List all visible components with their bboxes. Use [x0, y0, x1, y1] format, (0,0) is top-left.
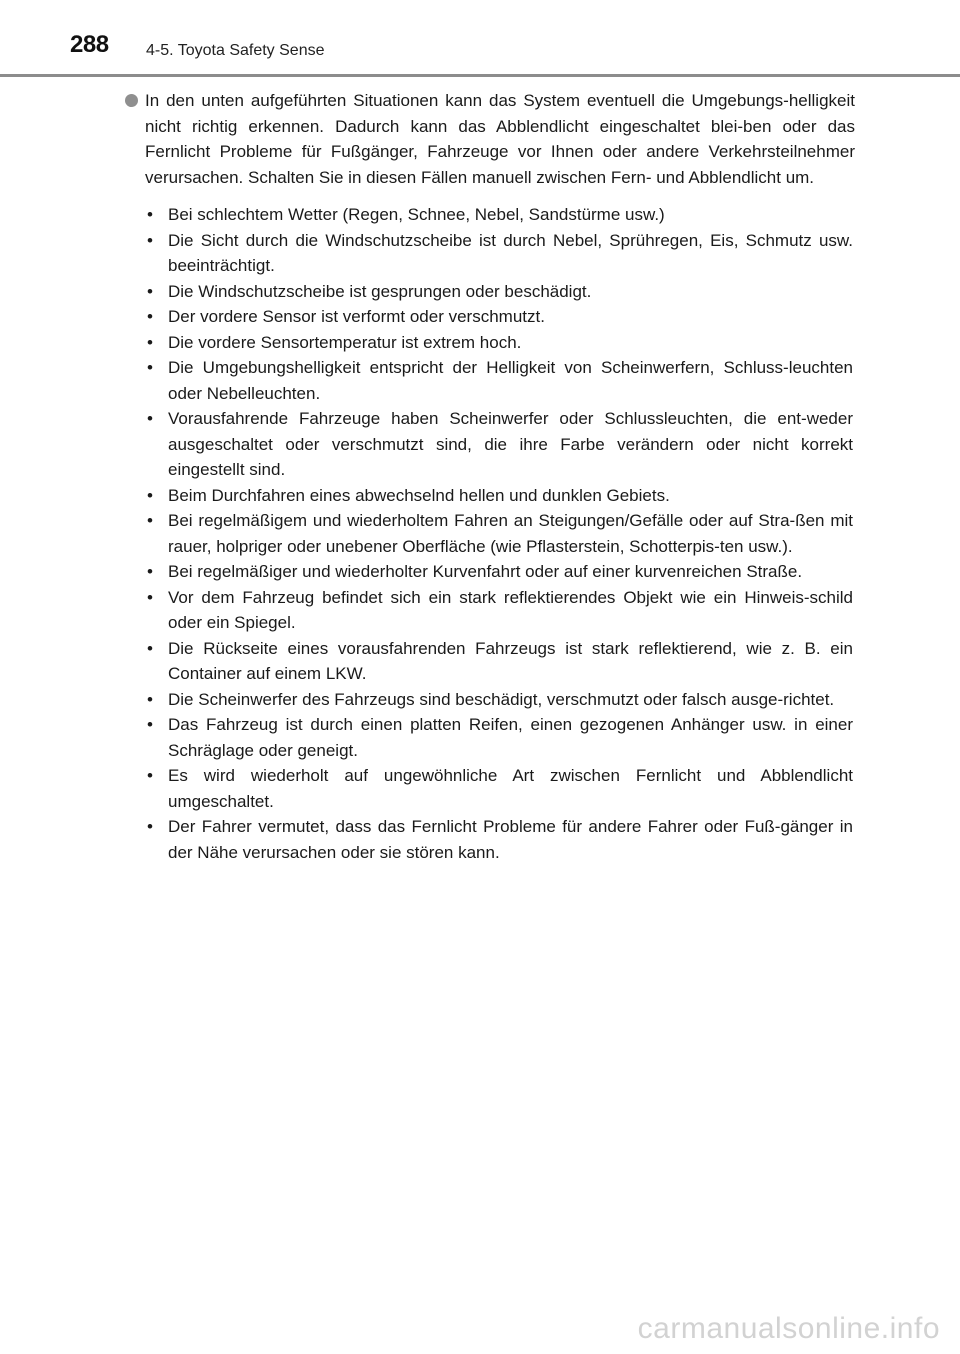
list-item-text: Die Scheinwerfer des Fahrzeugs sind beschädigt, verschmutzt oder falsch ausge-richtet.	[168, 689, 835, 709]
bullet-dot-icon: •	[147, 409, 153, 428]
intro-paragraph	[125, 88, 855, 190]
bullet-dot-icon: •	[147, 715, 153, 734]
list-item-text: Die vordere Sensortemperatur ist extrem hoch.	[168, 332, 522, 352]
list-item-text: Beim Durchfahren eines abwechselnd hellen und dunklen Gebiets.	[168, 485, 670, 505]
list-item	[125, 712, 853, 763]
list-item	[125, 636, 853, 687]
list-item	[125, 508, 853, 559]
list-item	[125, 814, 853, 865]
list-item	[125, 279, 853, 305]
list-item-text: Bei regelmäßiger und wiederholter Kurvenfahrt oder auf einer kurvenreichen Straße.	[168, 562, 803, 581]
list-item	[125, 585, 853, 636]
list-item-text: Vorausfahrende Fahrzeuge haben Scheinwerfer oder Schlussleuchten, die ent-weder ausgeschaltet oder verschmutzt sind, die ihre Farbe verändern oder nicht korrekt eingestellt sind.	[168, 409, 853, 479]
list-item	[125, 483, 853, 509]
list-item-text: Bei regelmäßigem und wiederholtem Fahren an Steigungen/Gefälle oder auf Stra-ßen mit rauer, holpriger oder unebener Oberfläche (wie Pflasterstein, Schotterpis-ten usw.).	[168, 511, 853, 556]
watermark: carmanualsonline.info	[637, 1312, 940, 1345]
list-item	[125, 330, 853, 356]
list-item	[125, 228, 853, 279]
intro-text: In den unten aufgeführten Situationen kann das System eventuell die Umgebungs-helligkeit nicht richtig erkennen. Dadurch kann das Abblendlicht eingeschaltet blei-ben oder das Fernlicht Probleme für Fußgänger, Fahrzeuge vor Ihnen oder andere Verkehrsteilnehmer verursachen. Schalten Sie in diesen Fällen manuell zwischen Fern- und Abblendlicht um.	[145, 91, 855, 187]
list-item	[125, 406, 853, 483]
bullet-dot-icon: •	[147, 562, 153, 581]
bullet-dot-icon: •	[147, 587, 153, 607]
page-content	[125, 88, 855, 865]
section-title: 4-5. Toyota Safety Sense	[146, 42, 325, 59]
bullet-dot-icon: •	[147, 332, 153, 352]
bullet-dot-icon: •	[147, 358, 153, 377]
bullet-dot-icon: •	[147, 307, 153, 326]
list-item	[125, 304, 853, 330]
situation-list	[125, 202, 853, 865]
list-item	[125, 687, 853, 713]
bullet-dot-icon: •	[147, 281, 153, 301]
list-item-text: Der vordere Sensor ist verformt oder verschmutzt.	[168, 307, 545, 326]
bullet-dot-icon: •	[147, 511, 153, 530]
list-item-text: Der Fahrer vermutet, dass das Fernlicht Probleme für andere Fahrer oder Fuß-gänger in der Nähe verursachen oder sie stören kann.	[168, 817, 853, 862]
bullet-dot-icon: •	[147, 205, 153, 224]
list-item-text: Das Fahrzeug ist durch einen platten Reifen, einen gezogenen Anhänger usw. in einer Schräglage oder geneigt.	[168, 715, 853, 760]
list-item	[125, 202, 853, 228]
list-item-text: Es wird wiederholt auf ungewöhnliche Art zwischen Fernlicht und Abblendlicht umgeschaltet.	[168, 766, 853, 811]
bullet-dot-icon: •	[147, 817, 153, 836]
list-item-text: Bei schlechtem Wetter (Regen, Schnee, Nebel, Sandstürme usw.)	[168, 205, 665, 224]
bullet-dot-icon: •	[147, 689, 153, 709]
list-item	[125, 355, 853, 406]
list-item	[125, 763, 853, 814]
bullet-dot-icon: •	[147, 230, 153, 250]
list-item	[125, 559, 853, 585]
list-item-text: Die Sicht durch die Windschutzscheibe ist durch Nebel, Sprühregen, Eis, Schmutz usw. beeinträchtigt.	[168, 230, 853, 275]
circle-bullet-icon	[125, 94, 138, 107]
list-item-text: Die Rückseite eines vorausfahrenden Fahrzeugs ist stark reflektierend, wie z. B. ein Container auf einem LKW.	[168, 638, 853, 683]
list-item-text: Die Windschutzscheibe ist gesprungen oder beschädigt.	[168, 281, 592, 301]
list-item-text: Vor dem Fahrzeug befindet sich ein stark reflektierendes Objekt wie ein Hinweis-schild oder ein Spiegel.	[168, 587, 853, 632]
page-number: 288	[70, 31, 109, 58]
header-divider	[0, 74, 960, 77]
list-item-text: Die Umgebungshelligkeit entspricht der Helligkeit von Scheinwerfern, Schluss-leuchten oder Nebelleuchten.	[168, 358, 853, 403]
bullet-dot-icon: •	[147, 766, 153, 785]
page-header	[0, 0, 960, 80]
bullet-dot-icon: •	[147, 638, 153, 658]
bullet-dot-icon: •	[147, 485, 153, 505]
